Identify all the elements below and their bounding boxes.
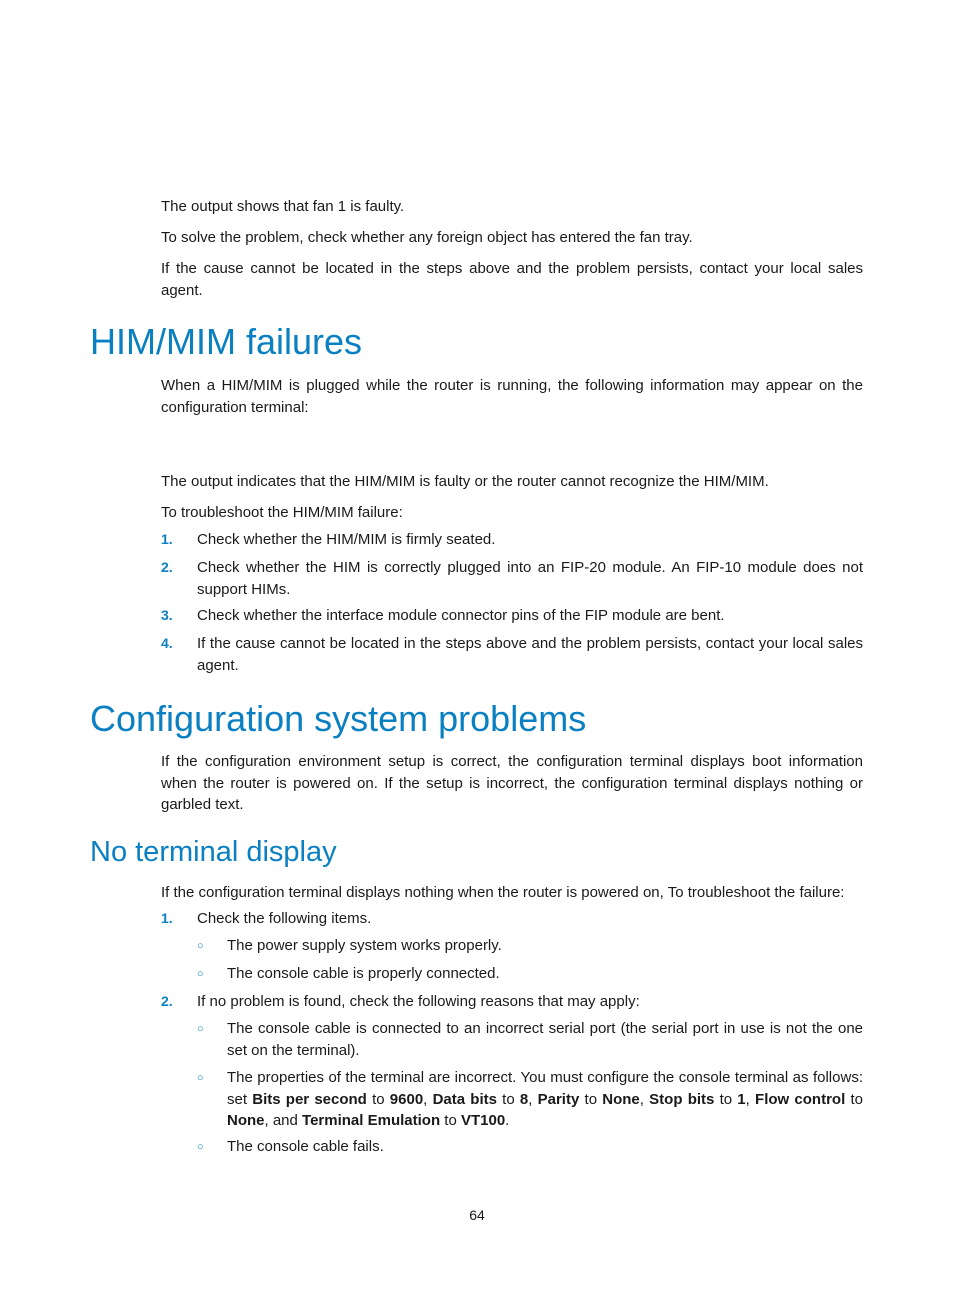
page-number: 64: [469, 1207, 485, 1223]
list-item: Check whether the HIM is correctly plugged into an FIP-20 module. An FIP-10 module does not support HIMs.: [197, 559, 863, 598]
noterm-paragraph-1: If the configuration terminal displays nothing when the router is powered on, To troubleshoot the failure:: [161, 884, 845, 901]
list-number: 1.: [161, 910, 173, 926]
list-item: If the cause cannot be located in the steps above and the problem persists, contact your local sales agent.: [197, 635, 863, 674]
him-paragraph-3: To troubleshoot the HIM/MIM failure:: [161, 504, 403, 521]
bullet-circle-icon: ○: [197, 940, 204, 952]
list-number: 2.: [161, 993, 173, 1009]
list-number: 3.: [161, 607, 173, 623]
sub-list-item: The console cable is connected to an incorrect serial port (the serial port in use is not the one set on the terminal).: [227, 1020, 863, 1059]
list-item: If no problem is found, check the following reasons that may apply:: [197, 993, 640, 1010]
sub-list-item-terminal-properties: The properties of the terminal are incorrect. You must configure the console terminal as follows: set Bits per second to 9600, Data bits to 8, Parity to None, Stop bits to 1, Flow control to None, and Terminal Emulation to VT100.: [227, 1069, 863, 1129]
sub-list-item: The console cable is properly connected.: [227, 965, 500, 982]
bullet-circle-icon: ○: [197, 1072, 204, 1084]
bullet-circle-icon: ○: [197, 968, 204, 980]
him-paragraph-2: The output indicates that the HIM/MIM is faulty or the router cannot recognize the HIM/MIM.: [161, 473, 769, 490]
intro-paragraph-3: If the cause cannot be located in the steps above and the problem persists, contact your local sales agent.: [161, 260, 863, 299]
section-title-configuration: Configuration system problems: [90, 698, 587, 739]
bullet-circle-icon: ○: [197, 1141, 204, 1153]
list-number: 2.: [161, 559, 173, 575]
list-item: Check whether the HIM/MIM is firmly seated.: [197, 531, 496, 548]
sub-list-item: The power supply system works properly.: [227, 937, 502, 954]
bullet-circle-icon: ○: [197, 1023, 204, 1035]
list-item: Check the following items.: [197, 910, 372, 927]
config-paragraph-1: If the configuration environment setup is correct, the configuration terminal displays boot information when the router is powered on. If the setup is incorrect, the configuration terminal displays nothing or garbled text.: [161, 753, 863, 813]
sub-list-item: The console cable fails.: [227, 1138, 384, 1155]
list-number: 1.: [161, 531, 173, 547]
intro-paragraph-1: The output shows that fan 1 is faulty.: [161, 198, 405, 215]
subsection-title-no-terminal: No terminal display: [90, 836, 337, 868]
him-paragraph-1: When a HIM/MIM is plugged while the router is running, the following information may appear on the configuration terminal:: [161, 377, 863, 416]
list-item: Check whether the interface module connector pins of the FIP module are bent.: [197, 607, 725, 624]
list-number: 4.: [161, 635, 173, 651]
section-title-him-mim: HIM/MIM failures: [90, 321, 363, 362]
intro-paragraph-2: To solve the problem, check whether any foreign object has entered the fan tray.: [161, 229, 693, 246]
